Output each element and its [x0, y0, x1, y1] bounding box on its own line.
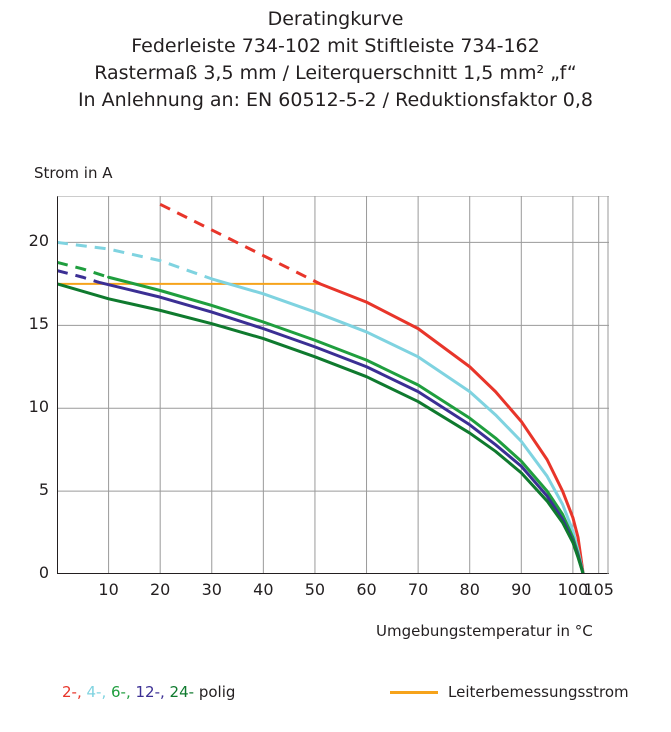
legend-series-part: 2-,	[62, 683, 87, 701]
x-tick-label: 80	[459, 580, 480, 599]
chart-plot-area	[57, 196, 609, 574]
x-axis-label: Umgebungstemperatur in °C	[376, 622, 593, 640]
x-tick-label: 30	[201, 580, 222, 599]
legend-series-part: 12-,	[135, 683, 170, 701]
y-tick-label: 15	[28, 314, 49, 334]
x-tick-label: 60	[356, 580, 377, 599]
x-tick-label: 50	[304, 580, 326, 599]
title-line-2: Federleiste 734-102 mit Stiftleiste 734-162	[131, 35, 540, 57]
x-tick-label: 20	[149, 580, 171, 599]
rated-current-label: Leiterbemessungsstrom	[448, 683, 629, 701]
title-line-3: Rastermaß 3,5 mm / Leiterquerschnitt 1,5 mm² „f“	[94, 62, 577, 84]
legend-series-part: 4-,	[86, 683, 111, 701]
legend-series-part: 6-,	[111, 683, 136, 701]
x-tick-label: 100	[557, 580, 589, 599]
y-axis-label: Strom in A	[34, 164, 113, 182]
series-solid-24-polig	[57, 284, 583, 574]
x-tick-label: 105	[583, 580, 614, 599]
x-tick-label: 90	[511, 580, 532, 599]
legend-rated-current	[390, 683, 629, 701]
x-tick-label: 10	[98, 580, 119, 599]
series-dashed-4-polig	[57, 242, 212, 278]
series-solid-2-polig	[320, 284, 583, 574]
chart-title-block	[0, 6, 671, 114]
legend-series-labels	[62, 683, 235, 701]
legend-series-part: polig	[198, 683, 236, 701]
x-tick-label: 40	[253, 580, 274, 599]
legend-series-part: 24-	[169, 683, 199, 701]
x-tick-label: 70	[407, 580, 429, 599]
series-dashed-2-polig	[160, 204, 320, 284]
title-line-1: Deratingkurve	[267, 8, 404, 30]
y-tick-label: 0	[38, 563, 49, 582]
series-dashed-12-polig	[57, 271, 98, 283]
y-tick-label: 10	[28, 397, 49, 417]
series-dashed-6-polig	[57, 262, 109, 277]
chart-legend	[0, 683, 671, 713]
y-tick-label: 5	[38, 480, 49, 500]
chart-svg	[57, 196, 609, 574]
series-solid-6-polig	[109, 277, 584, 574]
y-tick-label: 20	[28, 231, 49, 251]
title-line-4: In Anlehnung an: EN 60512-5-2 / Reduktionsfaktor 0,8	[77, 89, 594, 111]
rated-current-swatch	[390, 691, 438, 694]
